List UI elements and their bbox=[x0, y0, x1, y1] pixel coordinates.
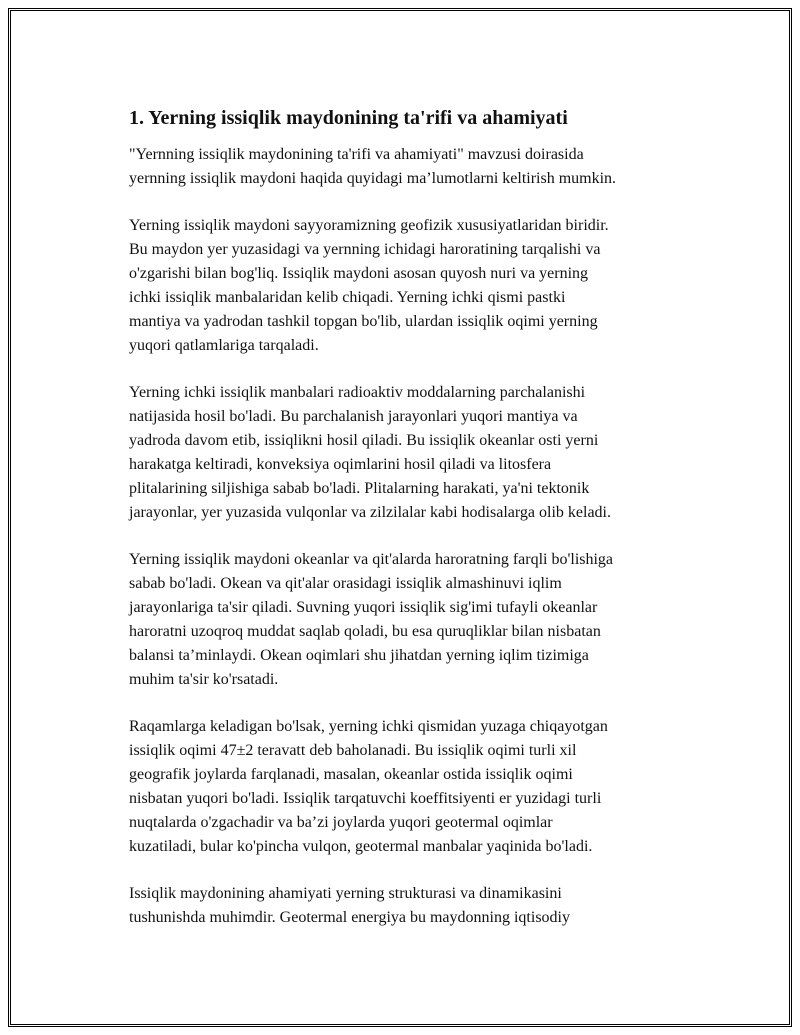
document-body bbox=[129, 104, 709, 953]
paragraph-heat-flow-figures: Raqamlarga keladigan bo'lsak, yerning ichki qismidan yuzaga chiqayotgan issiqlik oqimi 47±2 teravatt deb baholanadi. Bu issiqlik oqimi turli xil geografik joylarda farqlanadi, masalan, okeanlar ostida issiqlik oqimi nisbatan yuqori bo'ladi. Issiqlik tarqatuvchi koeffitsiyenti er yuzidagi turli nuqtalarda o'zgachadir va ba’zi joylarda yuqori geotermal oqimlar kuzatiladi, bular ko'pincha vulqon, geotermal manbalar yaqinida bo'ladi. bbox=[129, 718, 608, 855]
paragraph-definition: Yerning issiqlik maydoni sayyoramizning geofizik xususiyatlaridan biridir. Bu maydon yer yuzasidagi va yernning ichidagi haroratining tarqalishi va o'zgarishi bilan bog'liq. Issiqlik maydoni asosan quyosh nuri va yerning ichki issiqlik manbalaridan kelib chiqadi. Yerning ichki qismi pastki mantiya va yadrodan tashkil topgan bo'lib, ulardan issiqlik oqimi yerning yuqori qatlamlariga tarqaladi. bbox=[129, 217, 609, 354]
paragraph-internal-sources: Yerning ichki issiqlik manbalari radioaktiv moddalarning parchalanishi natijasida hosil bo'ladi. Bu parchalanish jarayonlari yuqori mantiya va yadroda davom etib, issiqlikni hosil qiladi. Bu issiqlik okeanlar osti yerni harakatga keltiradi, konveksiya oqimlarini hosil qiladi va litosfera plitalarining siljishiga sabab bo'ladi. Plitalarning harakati, ya'ni tektonik jarayonlar, yer yuzasida vulqonlar va zilzilalar kabi hodisalarga olib keladi. bbox=[129, 384, 611, 521]
paragraph-oceans-continents: Yerning issiqlik maydoni okeanlar va qit'alarda haroratning farqli bo'lishiga sabab bo'ladi. Okean va qit'alar orasidagi issiqlik almashinuvi iqlim jarayonlariga ta'sir qiladi. Suvning yuqori issiqlik sig'imi tufayli okeanlar haroratni uzoqroq muddat saqlab qoladi, bu esa quruqliklar bilan nisbatan balansi ta’minlaydi. Okean oqimlari shu jihatdan yerning iqlim tizimiga muhim ta'sir ko'rsatadi. bbox=[129, 551, 614, 688]
section-heading: 1. Yerning issiqlik maydonining ta'rifi va ahamiyati bbox=[129, 107, 568, 129]
page-border bbox=[8, 8, 792, 1027]
paragraph-intro: "Yernning issiqlik maydonining ta'rifi va ahamiyati" mavzusi doirasida yernning issiqlik maydoni haqida quyidagi ma’lumotlarni keltirish mumkin. bbox=[129, 146, 617, 187]
paragraph-importance: Issiqlik maydonining ahamiyati yerning strukturasi va dinamikasini tushunishda muhimdir. Geotermal energiya bu maydonning iqtisodiy bbox=[129, 885, 570, 926]
